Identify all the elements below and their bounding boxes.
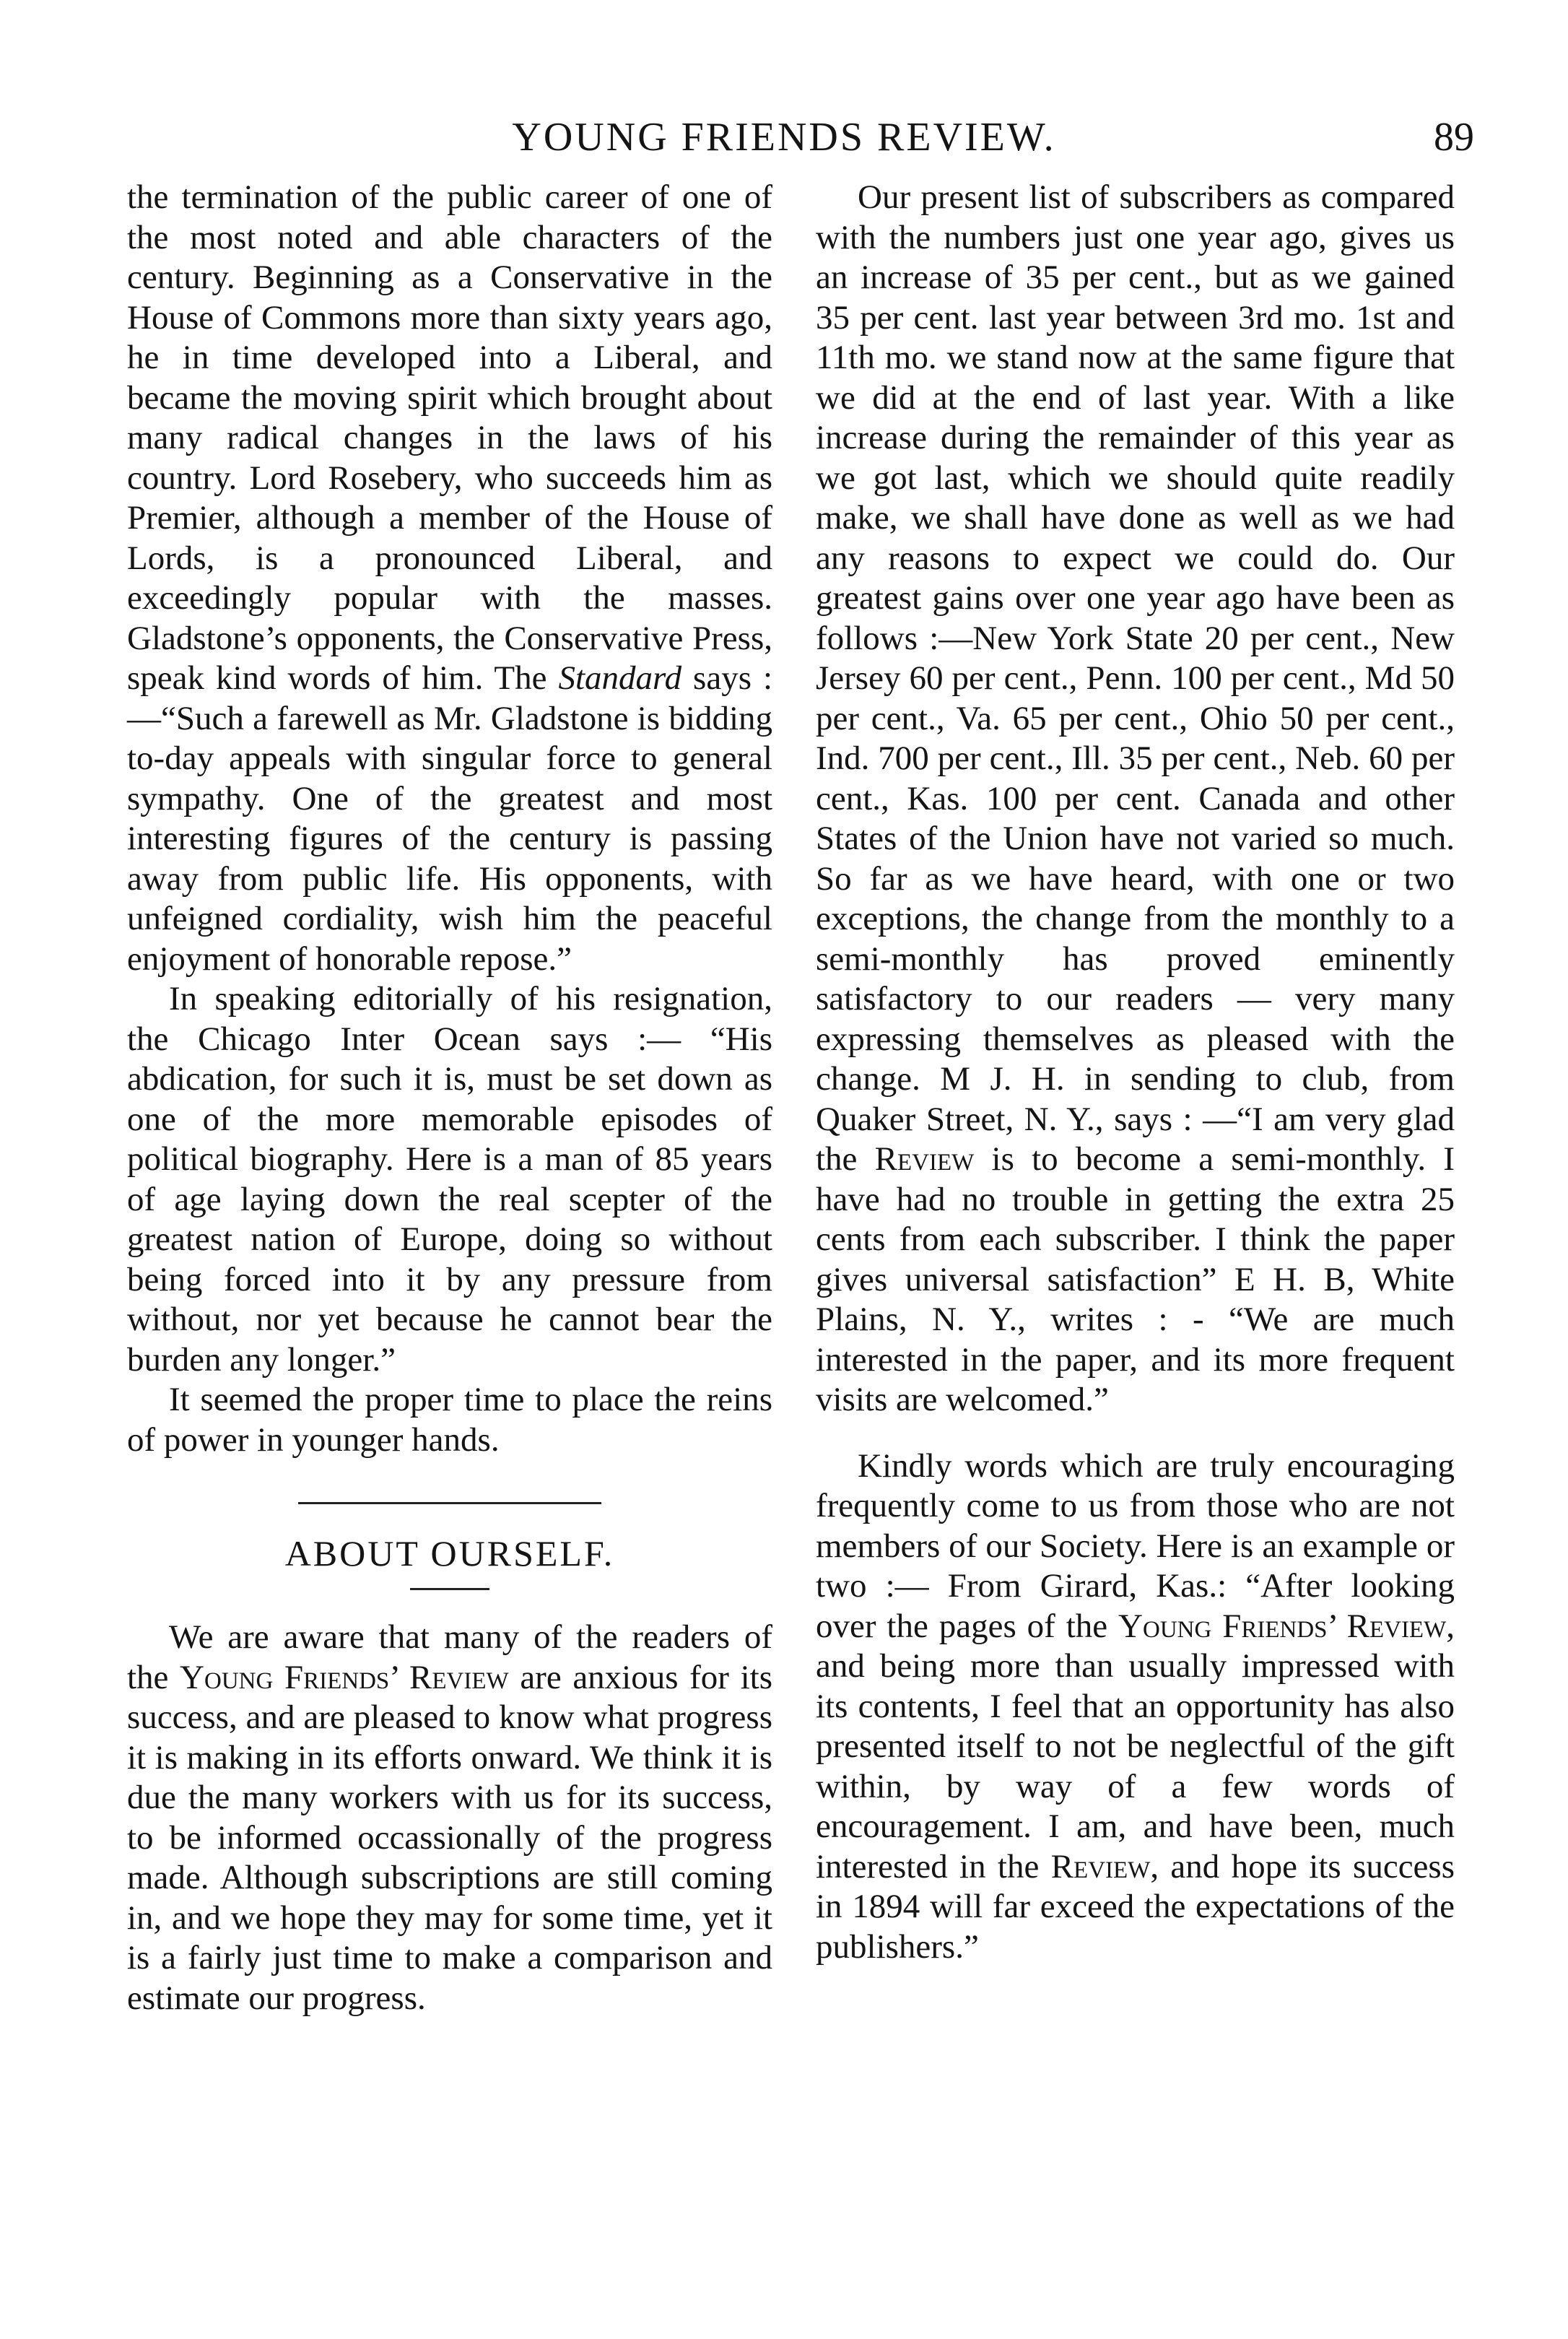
running-head: YOUNG FRIENDS REVIEW. (512, 115, 1056, 160)
section-divider (298, 1502, 601, 1504)
left-column (127, 178, 772, 2018)
paragraph-subscribers: Our present list of subscribers as compared with the numbers just one year ago, gives us an increase of 35 per cent., but as we gained 35 per cent. last year between 3rd mo. 1st and 11th mo. we stand now at the same figure that we did at the end of last year. With a like increase during the remainder of this year as we got last, which we should quite readily make, we shall have done as well as we had any reasons to expect we could do. Our greatest gains over one year ago have been as follows :—New York State 20 per cent., New Jersey 60 per cent., Penn. 100 per cent., Md 50 per cent., Va. 65 per cent., Ohio 50 per cent., Ind. 700 per cent., Ill. 35 per cent., Neb. 60 per cent., Kas. 100 per cent. Canada and other States of the Union have not varied so much. So far as we have heard, with one or two exceptions, the change from the monthly to a semi-monthly has proved eminently satisfactory to our readers — very many expressing themselves as pleased with the change. M J. H. in sending to club, from Quaker Street, N. Y., says : —“I am very glad the Review is to become a semi-monthly. I have had no trouble in getting the extra 25 cents from each subscriber. I think the paper gives universal satisfaction” E H. B, White Plains, N. Y., writes : - “We are much interested in the paper, and its more frequent visits are welcomed.” (816, 178, 1455, 1418)
paragraph-inter-ocean: In speaking editorially of his resignation, the Chicago Inter Ocean says :— “His abdication, for such it is, must be set down as one of the more memorable episodes of political biography. Here is a man of 85 years of age laying down the real scepter of the greatest nation of Europe, doing so without being forced into it by any pressure from without, nor yet because he cannot bear the burden any longer.” (127, 980, 772, 1379)
section-heading: ABOUT OURSELF. (284, 1533, 615, 1574)
paragraph-younger-hands: It seemed the proper time to place the reins of power in younger hands. (127, 1381, 772, 1459)
paragraph-about-ourself: We are aware that many of the readers of the Young Friends’ Review are anxious for its success, and are pleased to know what progress it is making in its efforts onward. We think it is due the many workers with us for its success, to be informed occassionally of the progress made. Although subscriptions are still coming in, and we hope they may for some time, yet it is a fairly just time to make a comparison and estimate our progress. (127, 1618, 772, 2017)
heading-underline (410, 1588, 489, 1590)
paragraph-gladstone-career: the termination of the public career of one of the most noted and able characters of the century. Beginning as a Conservative in the House of Commons more than sixty years ago, he in time developed into a Liberal, and became the moving spirit which brought about many radical changes in the laws of his country. Lord Rosebery, who succeeds him as Premier, although a member of the House of Lords, is a pronounced Liberal, and exceedingly popular with the masses. Gladstone’s opponents, the Conservative Press, speak kind words of him. The Standard says :—“Such a farewell as Mr. Gladstone is bidding to-day appeals with singular force to general sympathy. One of the greatest and most interesting figures of the century is passing away from public life. His opponents, with unfeigned cordiality, wish him the peaceful enjoyment of honorable repose.” (127, 178, 772, 978)
paragraph-kindly-words: Kindly words which are truly encouraging frequently come to us from those who are not members of our Society. Here is an example or two :— From Girard, Kas.: “After looking over the pages of the Young Friends’ Review, and being more than usually impressed with its contents, I feel that an opportunity has also presented itself to not be neglectful of the gift within, by way of a few words of encouragement. I am, and have been, much interested in the Review, and hope its success in 1894 will far exceed the expectations of the publishers.” (816, 1446, 1455, 1966)
page-header (0, 108, 1568, 166)
page-number: 89 (1434, 115, 1474, 160)
newspaper-title: Standard (558, 659, 682, 697)
right-column (816, 178, 1455, 1967)
